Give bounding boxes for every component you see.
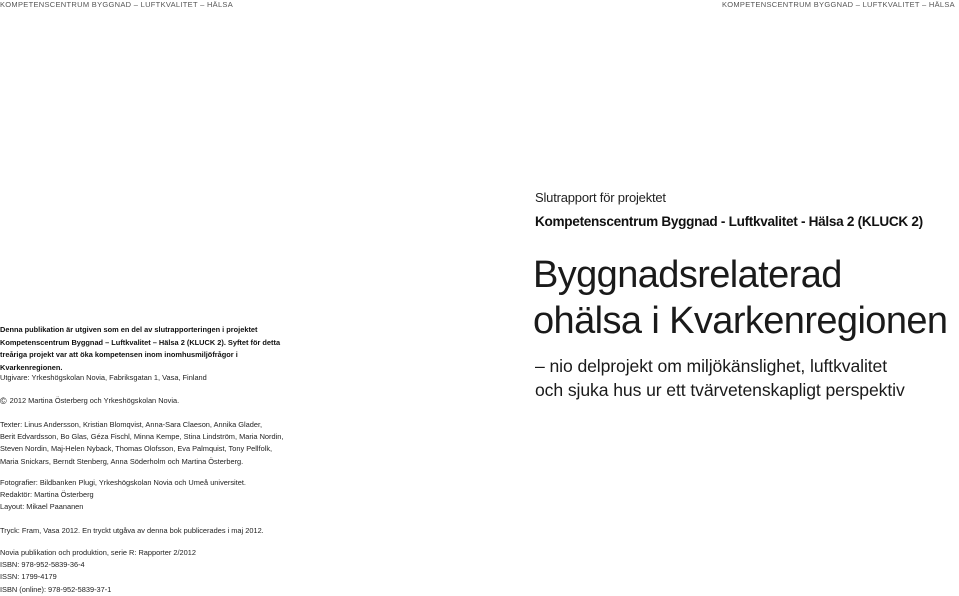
main-title <box>533 252 947 344</box>
intro-paragraph <box>0 324 300 374</box>
intro-line: Denna publikation är utgiven som en del av slutrapporteringen i projektet <box>0 325 258 334</box>
credits-line: Berit Edvardsson, Bo Glas, Géza Fischl, Minna Kempe, Stina Lindström, Maria Nordin, <box>0 432 284 442</box>
title-line: Byggnadsrelaterad <box>533 254 842 296</box>
authors-credits <box>0 419 320 468</box>
photo-editor-layout-credits <box>0 477 246 514</box>
credits-line: Texter: Linus Andersson, Kristian Blomqvist, Anna-Sara Claeson, Annika Glader, <box>0 420 263 429</box>
tagline <box>535 354 905 402</box>
copyright-symbol: © <box>0 396 7 406</box>
isbn-print: ISBN: 978-952-5839-36-4 <box>0 560 85 570</box>
tagline-line: – nio delprojekt om miljökänslighet, luftkvalitet <box>535 356 888 376</box>
editor-credit: Redaktör: Martina Österberg <box>0 490 94 500</box>
copyright-line <box>0 396 179 406</box>
layout-credit: Layout: Mikael Paananen <box>0 502 84 512</box>
running-head-left: KOMPETENSCENTRUM BYGGNAD – LUFTKVALITET – HÄLSA <box>0 0 234 9</box>
credits-line: Steven Nordin, Maj-Helen Nyback, Thomas Olofsson, Eva Palmquist, Tony Pellfolk, <box>0 444 273 454</box>
isbn-online: ISBN (online): 978-952-5839-37-1 <box>0 584 112 594</box>
intro-line: treåriga projekt var att öka kompetensen inom inomhusmiljöfrågor i Kvarkenregionen. <box>0 350 238 372</box>
project-name: Kompetenscentrum Byggnad - Luftkvalitet - Hälsa 2 (KLUCK 2) <box>535 214 923 229</box>
publisher-line: Utgivare: Yrkeshögskolan Novia, Fabriksgatan 1, Vasa, Finland <box>0 373 207 382</box>
series-line: Novia publikation och produktion, serie R: Rapporter 2/2012 <box>0 548 196 557</box>
report-subtitle: Slutrapport för projektet <box>535 190 666 205</box>
running-head-right: KOMPETENSCENTRUM BYGGNAD – LUFTKVALITET – HÄLSA <box>721 0 955 9</box>
copyright-text: 2012 Martina Österberg och Yrkeshögskolan Novia. <box>9 396 180 405</box>
series-info <box>0 547 196 596</box>
title-line: ohälsa i Kvarkenregionen <box>533 300 948 342</box>
intro-line: Kompetenscentrum Byggnad – Luftkvalitet – Hälsa 2 (KLUCK 2). Syftet för detta <box>0 337 281 347</box>
print-info: Tryck: Fram, Vasa 2012. En tryckt utgåva av denna bok publicerades i maj 2012. <box>0 526 264 535</box>
tagline-line: och sjuka hus ur ett tvärvetenskapligt perspektiv <box>535 380 905 400</box>
issn: ISSN: 1799-4179 <box>0 572 57 582</box>
credits-line: Maria Snickars, Berndt Stenberg, Anna Söderholm och Martina Österberg. <box>0 456 244 466</box>
photo-credit: Fotografier: Bildbanken Plugi, Yrkeshögskolan Novia och Umeå universitet. <box>0 478 246 487</box>
